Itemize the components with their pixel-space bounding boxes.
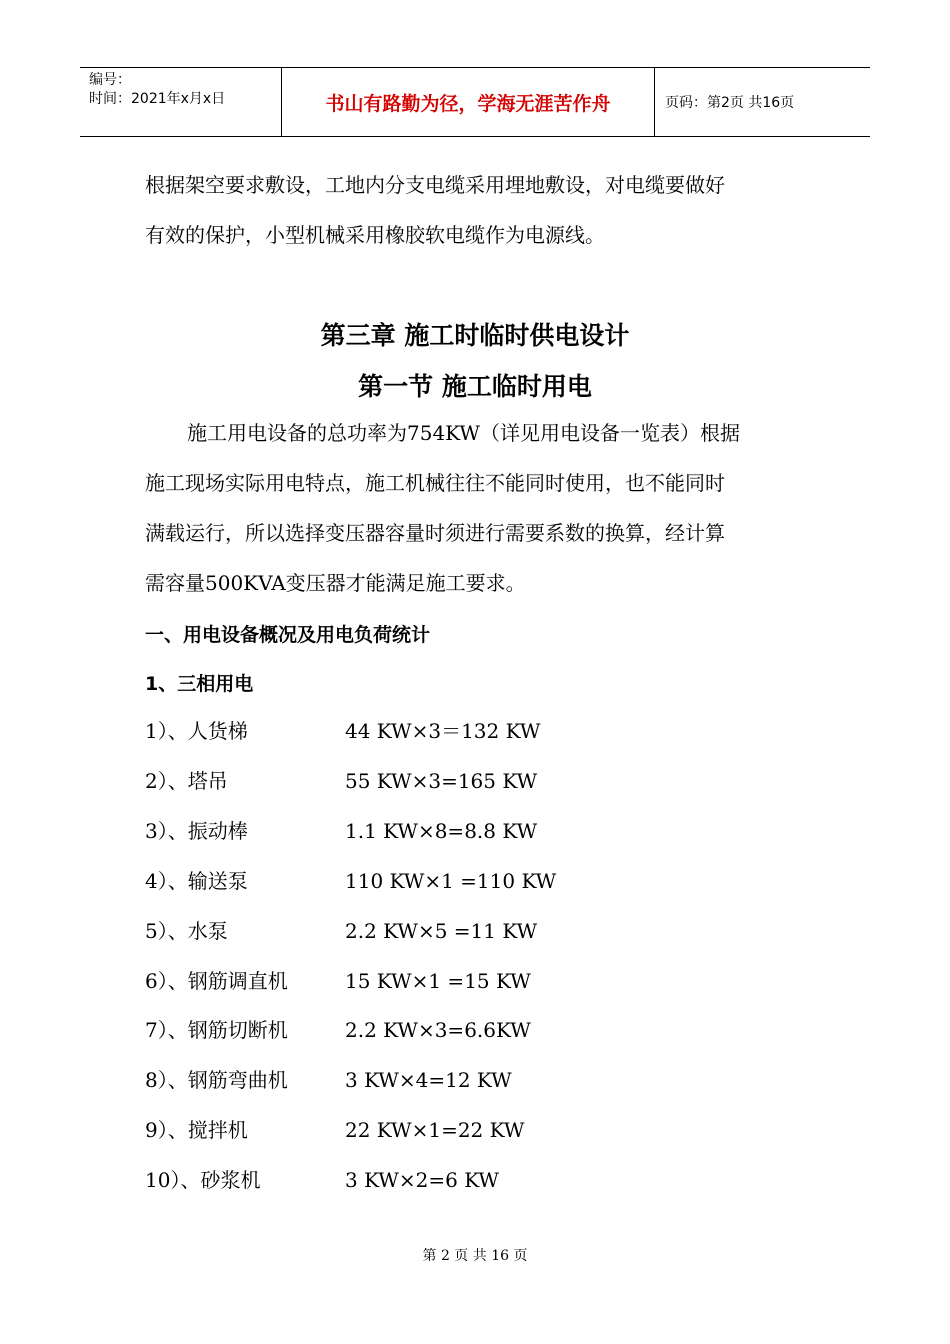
subsection-heading: 1、三相用电 xyxy=(145,673,254,695)
header-motto: 书山有路勤为径，学海无涯苦作舟 xyxy=(282,68,655,136)
intro-line: 有效的保护，小型机械采用橡胶软电缆作为电源线。 xyxy=(145,223,605,247)
load-item-label: 3）、振动棒 xyxy=(145,819,248,843)
load-item-value: 15 KW×1 =15 KW xyxy=(345,969,531,993)
body-line: 需容量500KVA变压器才能满足施工要求。 xyxy=(145,571,526,595)
subsection-heading: 一、用电设备概况及用电负荷统计 xyxy=(145,624,431,646)
load-item xyxy=(145,1165,499,1195)
load-item-label: 10）、砂浆机 xyxy=(145,1168,261,1192)
load-item-value: 2.2 KW×5 =11 KW xyxy=(345,919,538,943)
load-item-label: 4）、输送泵 xyxy=(145,869,248,893)
body-line: 满载运行，所以选择变压器容量时须进行需要系数的换算，经计算 xyxy=(145,521,725,545)
load-item xyxy=(145,1115,524,1145)
load-item xyxy=(145,816,537,846)
load-item xyxy=(145,766,537,796)
document-date: 时间：2021年x月x日 xyxy=(89,91,226,107)
load-item-label: 8）、钢筋弯曲机 xyxy=(145,1068,288,1092)
load-item-value: 55 KW×3=165 KW xyxy=(345,769,538,793)
load-item xyxy=(145,866,556,896)
load-item-label: 6）、钢筋调直机 xyxy=(145,969,288,993)
load-item xyxy=(145,716,540,746)
load-item-value: 22 KW×1=22 KW xyxy=(345,1118,525,1142)
header-page-info: 页码：第2页 共16页 xyxy=(665,95,795,111)
page-header xyxy=(80,67,870,137)
load-item xyxy=(145,966,531,996)
body-line: 施工现场实际用电特点，施工机械往往不能同时使用，也不能同时 xyxy=(145,471,725,495)
header-meta xyxy=(80,68,282,136)
load-item xyxy=(145,1015,531,1045)
load-item-label: 2）、塔吊 xyxy=(145,769,228,793)
load-item-value: 2.2 KW×3=6.6KW xyxy=(345,1018,531,1042)
intro-line: 根据架空要求敷设，工地内分支电缆采用埋地敷设，对电缆要做好 xyxy=(145,173,725,197)
document-number-label: 编号： xyxy=(89,72,131,88)
load-item xyxy=(145,1065,512,1095)
load-item-label: 1）、人货梯 xyxy=(145,719,248,743)
chapter-title: 第三章 施工时临时供电设计 xyxy=(320,321,630,350)
section-title: 第一节 施工临时用电 xyxy=(358,372,592,401)
page-footer: 第 2 页 共 16 页 xyxy=(422,1248,528,1264)
load-item-value: 1.1 KW×8=8.8 KW xyxy=(345,819,538,843)
body-line: 施工用电设备的总功率为754KW（详见用电设备一览表）根据 xyxy=(187,421,740,445)
load-item-value: 3 KW×4=12 KW xyxy=(345,1068,512,1092)
load-item xyxy=(145,916,537,946)
load-item-label: 7）、钢筋切断机 xyxy=(145,1018,288,1042)
load-item-value: 110 KW×1 =110 KW xyxy=(345,869,557,893)
body-paragraph xyxy=(145,408,810,608)
load-item-label: 5）、水泵 xyxy=(145,919,228,943)
load-item-value: 3 KW×2=6 KW xyxy=(345,1168,499,1192)
load-item-value: 44 KW×3＝132 KW xyxy=(345,719,541,743)
load-item-label: 9）、搅拌机 xyxy=(145,1118,248,1142)
intro-paragraph xyxy=(145,160,810,260)
